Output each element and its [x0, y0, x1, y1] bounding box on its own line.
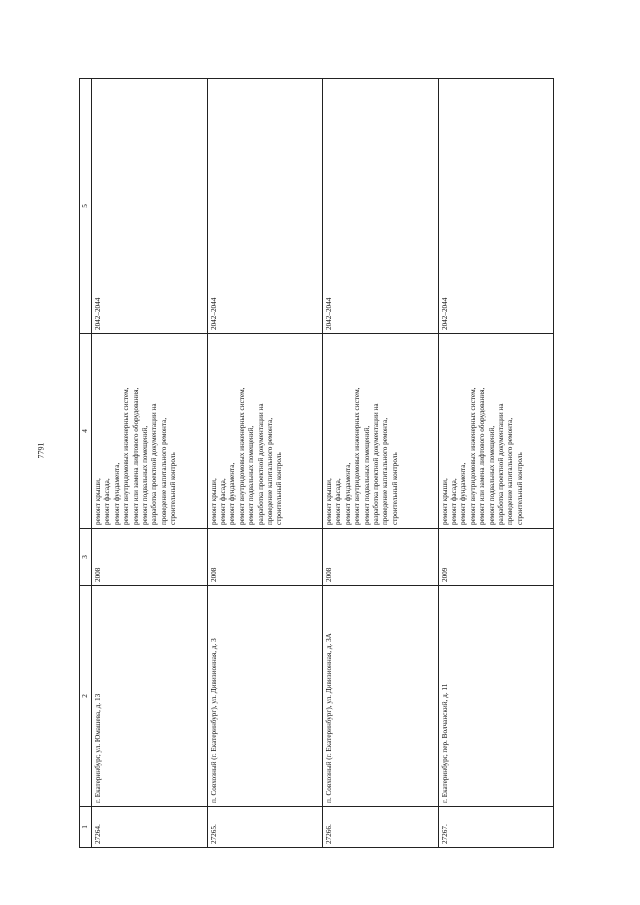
row-number-cell: 27265.	[207, 807, 323, 848]
work-item: ремонт фасада,	[449, 478, 458, 525]
work-item: ремонт внутридомовых инженерных систем,	[237, 387, 246, 525]
period-cell: 2042–2044	[207, 79, 323, 334]
work-item: ремонт подвальных помещений,	[247, 425, 256, 525]
work-item: ремонт крыши,	[440, 478, 449, 525]
address-cell: г. Екатеринбург, пер. Волчанский, д. 11	[438, 586, 554, 807]
rotated-table-wrapper	[79, 78, 554, 848]
work-item: ремонт крыши,	[325, 478, 333, 525]
work-item: ремонт фундамента,	[228, 462, 237, 525]
work-item: ремонт внутридомовых инженерных систем,	[122, 387, 131, 525]
period-cell: 2042–2044	[92, 79, 208, 334]
row-number-cell: 27267.	[438, 807, 554, 848]
work-item: ремонт или замена лифтового оборудования,	[478, 387, 487, 525]
year-cell: 2009	[438, 529, 554, 586]
year-cell: 2008	[207, 529, 323, 586]
work-item: проведение капитального ремонта,	[506, 417, 515, 525]
work-item: ремонт фасада,	[334, 478, 343, 525]
work-item: ремонт внутридомовых инженерных систем,	[353, 387, 362, 525]
work-item: ремонт подвальных помещений,	[362, 425, 371, 525]
work-item: разработка проектной документации на	[372, 403, 381, 525]
period-cell: 2042–2044	[323, 79, 439, 334]
work-item: ремонт или замена лифтового оборудования,	[131, 387, 140, 525]
works-cell	[92, 334, 208, 529]
work-item: строительный контроль	[169, 452, 178, 525]
works-cell	[438, 334, 554, 529]
year-cell: 2008	[92, 529, 208, 586]
header-col-5: 5	[80, 79, 92, 334]
header-col-1: 1	[80, 807, 92, 848]
work-item: ремонт подвальных помещений,	[487, 425, 496, 525]
period-cell: 2042–2044	[438, 79, 554, 334]
repair-schedule-table	[79, 78, 554, 848]
work-item: проведение капитального ремонта,	[159, 417, 168, 525]
address-cell: п. Совхозный (г. Екатеринбург), ул. Дивизионная, д. 3	[207, 586, 323, 807]
table-row	[92, 79, 208, 848]
work-item: разработка проектной документации на	[150, 403, 159, 525]
work-item: проведение капитального ремонта,	[381, 417, 390, 525]
work-item: ремонт фасада,	[103, 478, 112, 525]
header-col-2: 2	[80, 586, 92, 807]
work-item: разработка проектной документации на	[256, 403, 265, 525]
table-row	[207, 79, 323, 848]
work-item: ремонт крыши,	[94, 478, 102, 525]
work-item: строительный контроль	[275, 452, 284, 525]
address-cell: г. Екатеринбург, ул. Юмашева, д. 13	[92, 586, 208, 807]
work-item: ремонт фундамента,	[112, 462, 121, 525]
work-item: проведение капитального ремонта,	[265, 417, 274, 525]
work-item: ремонт фундамента,	[459, 462, 468, 525]
work-item: строительный контроль	[390, 452, 399, 525]
table-body	[92, 79, 554, 848]
address-cell: п. Совхозный (г. Екатеринбург), ул. Дивизионная, д. 3А	[323, 586, 439, 807]
column-number-row	[80, 79, 92, 848]
work-item: ремонт внутридомовых инженерных систем,	[468, 387, 477, 525]
work-item: ремонт фасада,	[218, 478, 227, 525]
work-item: ремонт фундамента,	[343, 462, 352, 525]
work-item: разработка проектной документации на	[496, 403, 505, 525]
work-item: ремонт крыши,	[209, 478, 218, 525]
works-cell	[207, 334, 323, 529]
row-number-cell: 27266.	[323, 807, 439, 848]
page-number: 7791	[36, 442, 46, 459]
row-number-cell: 27264.	[92, 807, 208, 848]
header-col-3: 3	[80, 529, 92, 586]
table-row	[438, 79, 554, 848]
header-col-4: 4	[80, 334, 92, 529]
table-row	[323, 79, 439, 848]
work-item: ремонт подвальных помещений,	[141, 425, 150, 525]
work-item: строительный контроль	[515, 452, 524, 525]
year-cell: 2008	[323, 529, 439, 586]
works-cell	[323, 334, 439, 529]
